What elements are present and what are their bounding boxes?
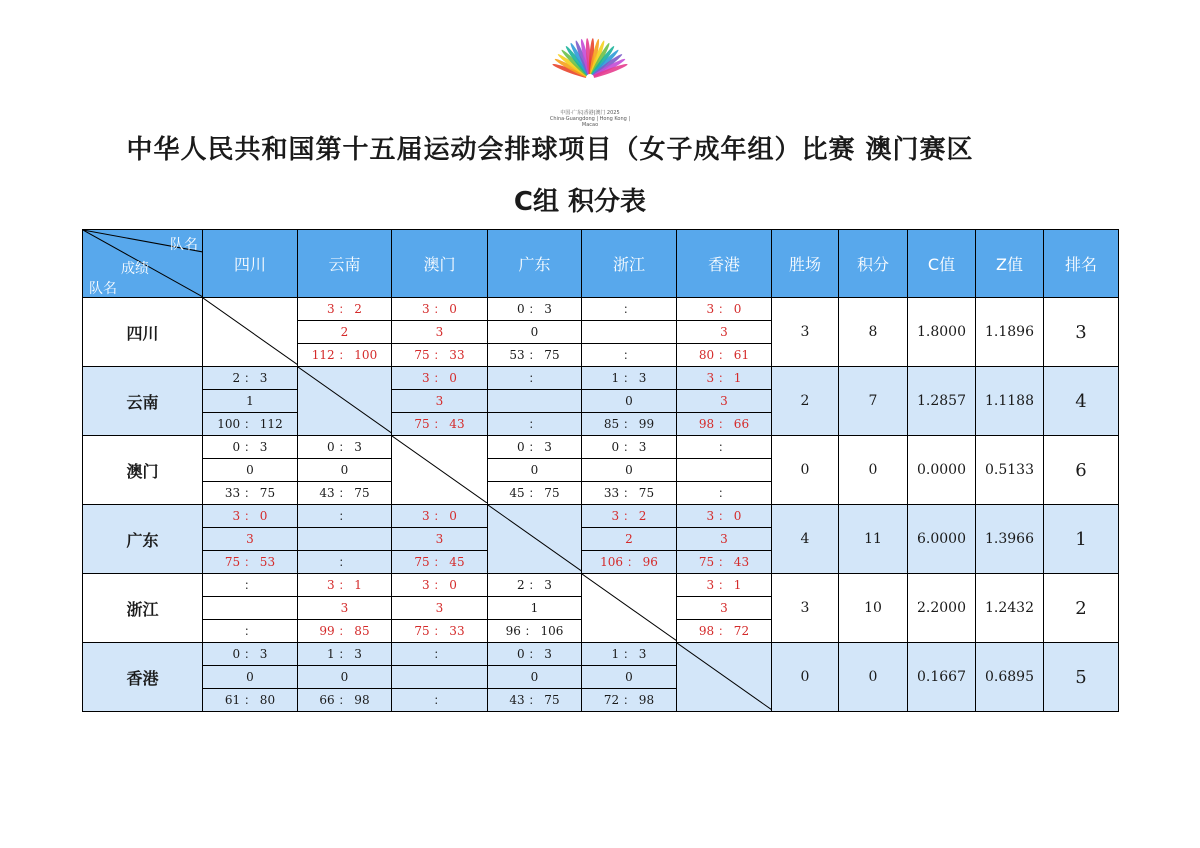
match-sets-cell: 3 ： 1 [298,574,392,597]
match-score-cell: 75 ： 53 [203,551,298,574]
match-score-cell: ： [582,344,677,367]
match-score-cell: 100 ： 112 [203,413,298,436]
match-pts-cell: 0 [488,459,582,482]
match-sets-cell: 0 ： 3 [582,436,677,459]
standings-table [82,229,1119,712]
match-sets-cell: 1 ： 3 [298,643,392,666]
corner-header-cell [83,230,203,298]
match-score-cell: 75 ： 33 [392,344,488,367]
match-pts-cell: 0 [488,321,582,344]
match-pts-cell: 2 [582,528,677,551]
column-header: 广东 [488,230,582,298]
match-sets-cell: 0 ： 3 [298,436,392,459]
self-match-cell [298,367,392,436]
match-sets-cell: 1 ： 3 [582,643,677,666]
team-name-cell: 广东 [83,505,203,574]
column-header: Z值 [976,230,1044,298]
wins-cell: 3 [772,574,839,643]
match-score-cell: ： [203,620,298,643]
match-sets-cell: 0 ： 3 [203,643,298,666]
match-score-cell: 75 ： 33 [392,620,488,643]
logo-caption [548,110,632,128]
page-title: 中华人民共和国第十五届运动会排球项目（女子成年组）比赛 澳门赛区 [126,135,974,165]
wins-cell: 4 [772,505,839,574]
rank-cell: 3 [1044,298,1119,367]
match-sets-cell: 0 ： 3 [203,436,298,459]
match-pts-cell: 0 [298,666,392,689]
match-sets-cell: 3 ： 0 [203,505,298,528]
match-pts-cell: 0 [203,459,298,482]
flower-logo-icon [548,36,632,110]
column-header: 云南 [298,230,392,298]
rank-cell: 5 [1044,643,1119,712]
match-sets-cell: 3 ： 2 [582,505,677,528]
match-pts-cell: 1 [203,390,298,413]
match-sets-cell: 3 ： 1 [677,574,772,597]
match-pts-cell [298,528,392,551]
self-match-cell [582,574,677,643]
match-score-cell: ： [488,413,582,436]
match-sets-cell: 0 ： 3 [488,298,582,321]
match-sets-cell: 3 ： 2 [298,298,392,321]
match-score-cell: 43 ： 75 [488,689,582,712]
match-score-cell: 66 ： 98 [298,689,392,712]
points-cell: 0 [839,436,908,505]
header-row [83,230,1119,298]
match-sets-cell: 1 ： 3 [582,367,677,390]
logo-caption-line2: China·Guangdong | Hong Kong | Macao [549,116,631,128]
match-score-cell: ： [298,551,392,574]
c-value-cell: 1.2857 [908,367,976,436]
match-pts-cell: 0 [582,666,677,689]
z-value-cell: 1.3966 [976,505,1044,574]
diagonal-line [677,643,772,710]
match-score-cell: 33 ： 75 [582,482,677,505]
match-pts-cell [392,666,488,689]
match-pts-cell: 0 [203,666,298,689]
table-row [83,298,1119,321]
z-value-cell: 0.5133 [976,436,1044,505]
match-sets-cell: 3 ： 0 [392,298,488,321]
c-value-cell: 6.0000 [908,505,976,574]
match-sets-cell: 2 ： 3 [488,574,582,597]
self-match-cell [203,298,298,367]
match-pts-cell [582,321,677,344]
match-pts-cell [203,597,298,620]
diagonal-line [392,436,487,503]
team-name-cell: 云南 [83,367,203,436]
c-value-cell: 0.0000 [908,436,976,505]
match-pts-cell: 0 [582,390,677,413]
points-cell: 8 [839,298,908,367]
match-sets-cell: 0 ： 3 [488,643,582,666]
wins-cell: 0 [772,436,839,505]
match-score-cell: 33 ： 75 [203,482,298,505]
match-score-cell: ： [392,689,488,712]
match-sets-cell: ： [582,298,677,321]
match-score-cell: 106 ： 96 [582,551,677,574]
match-pts-cell: 3 [392,390,488,413]
table-row [83,643,1119,666]
match-pts-cell: 3 [298,597,392,620]
match-pts-cell: 0 [298,459,392,482]
match-sets-cell: 0 ： 3 [488,436,582,459]
match-pts-cell: 3 [392,597,488,620]
team-name-cell: 香港 [83,643,203,712]
match-score-cell: ： [677,482,772,505]
match-sets-cell: ： [203,574,298,597]
self-match-cell [488,505,582,574]
table-row [83,505,1119,528]
z-value-cell: 1.2432 [976,574,1044,643]
match-sets-cell: 3 ： 0 [677,298,772,321]
match-pts-cell: 3 [677,390,772,413]
match-score-cell: 61 ： 80 [203,689,298,712]
column-header: 澳门 [392,230,488,298]
diagonal-line [203,298,298,365]
match-pts-cell: 1 [488,597,582,620]
table-row [83,436,1119,459]
match-score-cell: 53 ： 75 [488,344,582,367]
match-score-cell: 85 ： 99 [582,413,677,436]
c-value-cell: 0.1667 [908,643,976,712]
column-header: 四川 [203,230,298,298]
match-pts-cell: 0 [488,666,582,689]
column-header: C值 [908,230,976,298]
column-header: 浙江 [582,230,677,298]
match-score-cell: 99 ： 85 [298,620,392,643]
c-value-cell: 1.8000 [908,298,976,367]
match-sets-cell: ： [488,367,582,390]
rank-cell: 1 [1044,505,1119,574]
match-pts-cell: 3 [392,528,488,551]
match-pts-cell: 3 [677,597,772,620]
page-subtitle: C组 积分表 [513,187,647,217]
self-match-cell [392,436,488,505]
rank-cell: 4 [1044,367,1119,436]
z-value-cell: 0.6895 [976,643,1044,712]
match-score-cell: 45 ： 75 [488,482,582,505]
points-cell: 10 [839,574,908,643]
match-score-cell: 75 ： 45 [392,551,488,574]
logo-caption-line1: 中国·广东|香港|澳门 2025 [560,110,620,116]
match-sets-cell: 3 ： 0 [392,574,488,597]
table-row [83,367,1119,390]
points-cell: 7 [839,367,908,436]
match-score-cell: 96 ： 106 [488,620,582,643]
team-name-cell: 四川 [83,298,203,367]
points-cell: 0 [839,643,908,712]
team-name-cell: 澳门 [83,436,203,505]
c-value-cell: 2.2000 [908,574,976,643]
match-sets-cell: ： [298,505,392,528]
match-pts-cell: 0 [582,459,677,482]
column-header: 胜场 [772,230,839,298]
wins-cell: 3 [772,298,839,367]
points-cell: 11 [839,505,908,574]
match-sets-cell: ： [677,436,772,459]
match-pts-cell [677,459,772,482]
diagonal-line [488,505,582,572]
diagonal-line [298,367,392,434]
match-sets-cell: 2 ： 3 [203,367,298,390]
match-pts-cell: 3 [677,528,772,551]
team-name-cell: 浙江 [83,574,203,643]
match-sets-cell: 3 ： 1 [677,367,772,390]
match-score-cell: 75 ： 43 [392,413,488,436]
match-pts-cell: 2 [298,321,392,344]
match-score-cell: 98 ： 66 [677,413,772,436]
z-value-cell: 1.1896 [976,298,1044,367]
match-sets-cell: 3 ： 0 [677,505,772,528]
column-header: 积分 [839,230,908,298]
match-sets-cell: 3 ： 0 [392,505,488,528]
match-score-cell: 75 ： 43 [677,551,772,574]
column-header: 香港 [677,230,772,298]
match-score-cell: 80 ： 61 [677,344,772,367]
match-pts-cell [488,390,582,413]
match-score-cell: 43 ： 75 [298,482,392,505]
diagonal-line [582,574,677,641]
wins-cell: 0 [772,643,839,712]
table-row [83,574,1119,597]
self-match-cell [677,643,772,712]
z-value-cell: 1.1188 [976,367,1044,436]
corner-label-team: 队名 [170,237,198,253]
match-pts-cell: 3 [203,528,298,551]
match-score-cell: 98 ： 72 [677,620,772,643]
match-pts-cell: 3 [677,321,772,344]
rank-cell: 6 [1044,436,1119,505]
match-sets-cell: ： [392,643,488,666]
wins-cell: 2 [772,367,839,436]
corner-label-score: 成绩 [121,261,149,277]
match-score-cell: 72 ： 98 [582,689,677,712]
rank-cell: 2 [1044,574,1119,643]
match-pts-cell: 3 [392,321,488,344]
match-score-cell: 112 ： 100 [298,344,392,367]
column-header: 排名 [1044,230,1119,298]
match-sets-cell: 3 ： 0 [392,367,488,390]
corner-label-name: 队名 [89,281,117,297]
logo-center [586,74,594,82]
